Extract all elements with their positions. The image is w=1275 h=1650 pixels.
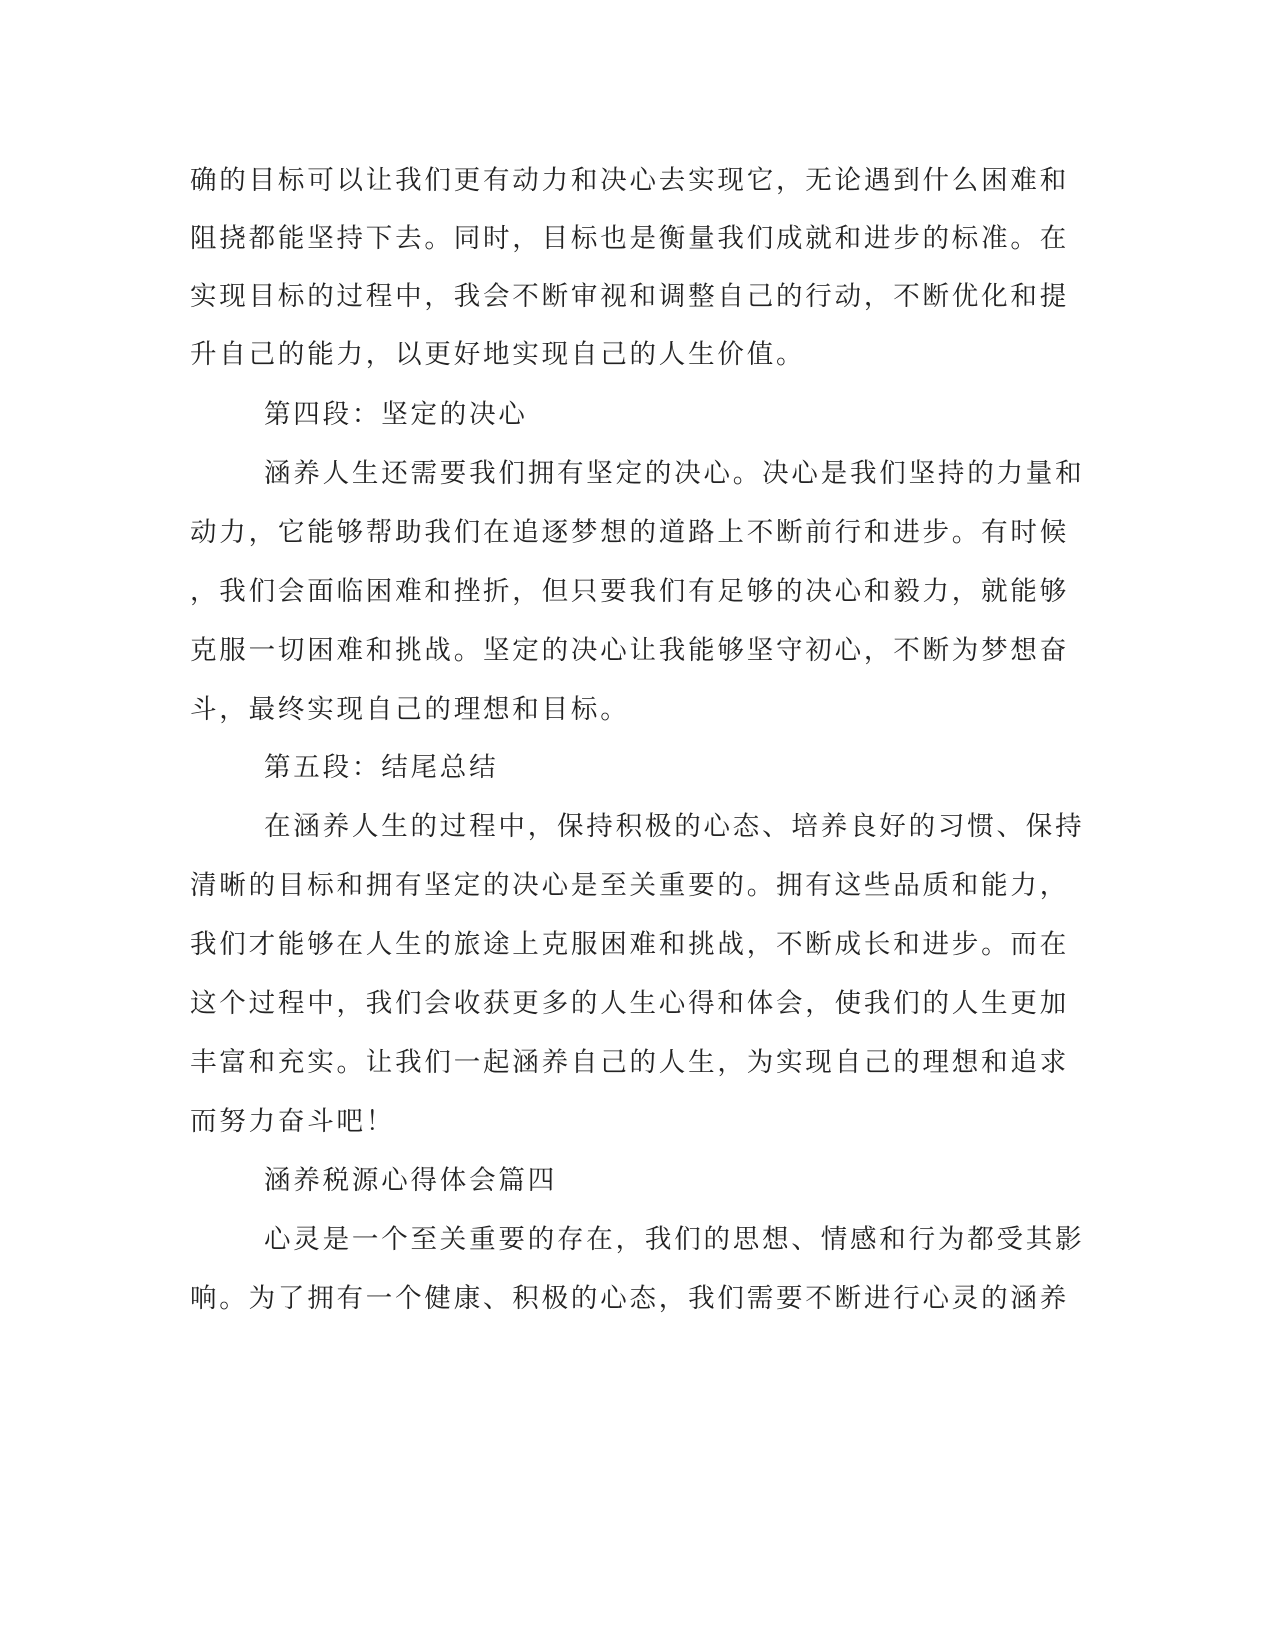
text-line: 动力，它能够帮助我们在追逐梦想的道路上不断前行和进步。有时候 xyxy=(190,517,1069,548)
text-line: 确的目标可以让我们更有动力和决心去实现它，无论遇到什么困难和 xyxy=(190,165,1069,196)
text-line: 这个过程中，我们会收获更多的人生心得和体会，使我们的人生更加 xyxy=(190,988,1069,1019)
text-line: 斗，最终实现自己的理想和目标。 xyxy=(190,694,630,725)
text-line: 在涵养人生的过程中，保持积极的心态、培养良好的习惯、保持 xyxy=(264,811,1085,842)
text-line: 升自己的能力，以更好地实现自己的人生价值。 xyxy=(190,339,806,370)
section-heading: 第五段：结尾总结 xyxy=(264,752,499,783)
text-line: 心灵是一个至关重要的存在，我们的思想、情感和行为都受其影 xyxy=(264,1224,1085,1255)
section-heading: 涵养税源心得体会篇四 xyxy=(264,1165,557,1196)
section-heading: 第四段：坚定的决心 xyxy=(264,399,528,430)
text-line: 清晰的目标和拥有坚定的决心是至关重要的。拥有这些品质和能力， xyxy=(190,870,1069,901)
text-line: 涵养人生还需要我们拥有坚定的决心。决心是我们坚持的力量和 xyxy=(264,458,1085,489)
text-line: 实现目标的过程中，我会不断审视和调整自己的行动，不断优化和提 xyxy=(190,281,1069,312)
text-line: 而努力奋斗吧！ xyxy=(190,1106,396,1137)
text-line: 克服一切困难和挑战。坚定的决心让我能够坚守初心，不断为梦想奋 xyxy=(190,635,1069,666)
text-line: 丰富和充实。让我们一起涵养自己的人生，为实现自己的理想和追求 xyxy=(190,1047,1069,1078)
text-line: 阻挠都能坚持下去。同时，目标也是衡量我们成就和进步的标准。在 xyxy=(190,223,1069,254)
text-line: 我们才能够在人生的旅途上克服困难和挑战，不断成长和进步。而在 xyxy=(190,929,1069,960)
text-line: 响。为了拥有一个健康、积极的心态，我们需要不断进行心灵的涵养 xyxy=(190,1283,1069,1314)
text-line: ，我们会面临困难和挫折，但只要我们有足够的决心和毅力，就能够 xyxy=(190,576,1069,607)
